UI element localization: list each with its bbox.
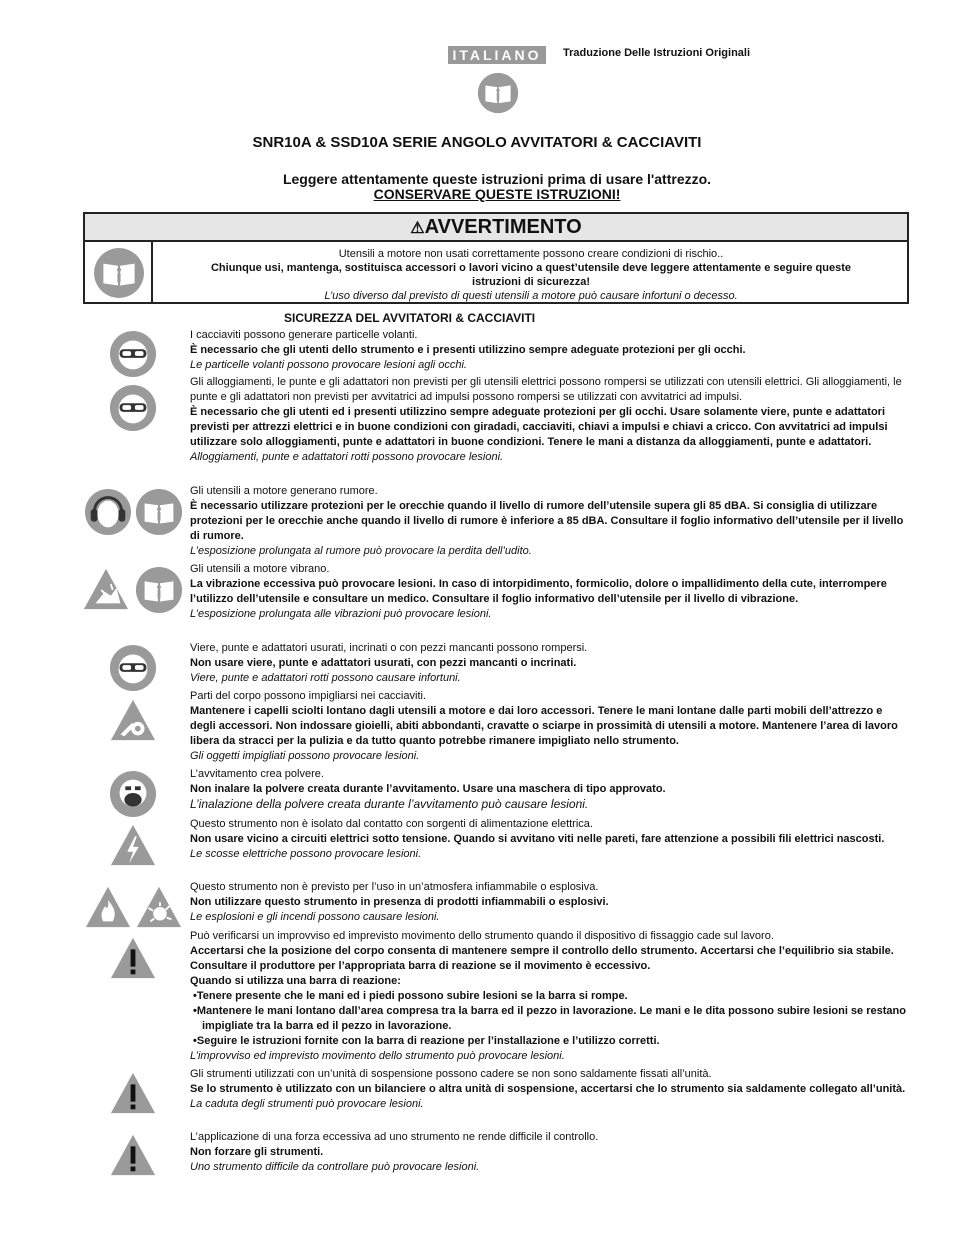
safety-block-suspension [190,1067,910,1112]
warning-icon-cell [85,242,153,304]
instruction-text: Mantenere i capelli sciolti lontano dagli utensili a motore e dai loro accessori. Tenere le mani lontane dalle parti mobili dell’attrezzo e degli accessori. Non indossare gioielli, abiti abbondanti, cravatte o sciarpe in prossimità di utensili a motore. Mantenere l’area di lavoro libera da stracci per la pulizia e da tutto quanto potrebbe rimanere impigliato nello strumento. [190,705,898,747]
hazard-text: Gli utensili a motore vibrano. [190,563,330,575]
consequence-text: L’inalazione della polvere creata durante l’avvitamento può causare lesioni. [190,797,589,811]
consequence-text: Uno strumento difficile da controllare può provocare lesioni. [190,1161,480,1173]
warning-box [83,212,909,304]
list-item: •Tenere presente che le mani ed i piedi possono subire lesioni se la barra si rompe. [193,990,628,1002]
hazard-text: Parti del corpo possono impigliarsi nei cacciaviti. [190,690,426,702]
safety-block-electric [190,817,910,862]
instruction-text: È necessario che gli utenti dello strumento e i presenti utilizzino sempre adeguate protezioni per gli occhi. [190,344,746,356]
warning-line: Utensili a motore non usati correttamente possono creare condizioni di rischio.. [338,248,724,260]
instruction-text: Se lo strumento è utilizzato con un bilanciere o altra unità di sospensione, accertarsi che lo strumento sia saldamente collegato all’unità. [190,1083,906,1095]
instruction-text: Non utilizzare questo strumento in presenza di prodotti infiammabili o esplosivi. [190,896,609,908]
fire-warning-icon [84,884,132,930]
general-warning-icon [109,1070,157,1116]
warning-text [155,247,907,303]
safety-block-explosive [190,880,910,925]
vibration-warning-icon [82,566,130,612]
warning-heading: ⚠AVVERTIMENTO [85,214,907,242]
safety-block-vibration [190,562,910,622]
safety-block-noise [190,484,910,559]
hazard-text: Può verificarsi un improvviso ed imprevisto movimento dello strumento quando il dispositivo di fissaggio cade sul lavoro. [190,930,774,942]
consequence-text: Le esplosioni e gli incendi possono causare lesioni. [190,911,440,923]
hazard-text: Gli utensili a motore generano rumore. [190,485,378,497]
safety-block-sockets [190,375,910,465]
hazard-text: L’applicazione di una forza eccessiva ad uno strumento ne rende difficile il controllo. [190,1131,599,1143]
safety-glasses-icon [109,644,157,692]
consequence-text: Gli oggetti impigliati possono provocare lesioni. [190,750,420,762]
hazard-text: Questo strumento non è previsto per l’uso in un’atmosfera infiammabile o esplosiva. [190,881,599,893]
keep-instructions-notice: CONSERVARE QUESTE ISTRUZIONI! [373,186,621,202]
read-manual-icon [135,566,183,614]
instruction-text: È necessario che gli utenti ed i presenti utilizzino sempre adeguate protezioni per gli occhi. Usare solamente viere, punte e adattatori previsti per attrezzi elettrici e in buone condizioni con giradadi, cacciaviti, chiavi a impulsi e chiavi a cricco. Con avvitatrici ad impulsi utilizzare solo alloggiamenti, punte e adattatori in buone condizioni. Tenere le mani a distanza da alloggiamenti, punte e adattatori. [190,406,888,448]
general-warning-icon [109,935,157,981]
instruction-text: Non usare viere, punte e adattatori usurati, con pezzi mancanti o incrinati. [190,657,577,669]
hearing-protection-icon [84,488,132,536]
page-title: SNR10A & SSD10A SERIE ANGOLO AVVITATORI & CACCIAVITI [252,134,702,151]
read-instructions-notice: Leggere attentamente queste istruzioni prima di usare l'attrezzo. [282,171,712,187]
instruction-text: Non inalare la polvere creata durante l’avvitamento. Usare una maschera di tipo approvato. [190,783,666,795]
safety-block-reaction [190,929,910,1064]
instruction-text: La vibrazione eccessiva può provocare lesioni. In caso di intorpidimento, formicolio, dolore o impallidimento della cute, interrompere l’utilizzo dell’utensile e consultare un medico. Consultare il foglio informativo dell’utensile per il livello di vibrazione. [190,578,887,605]
read-manual-icon [135,488,183,536]
safety-block-force [190,1130,910,1175]
language-badge: ITALIANO [448,46,546,64]
hazard-text: I cacciaviti possono generare particelle volanti. [190,329,418,341]
instruction-text: Non forzare gli strumenti. [190,1146,324,1158]
safety-block-entanglement [190,689,910,764]
hazard-text: Viere, punte e adattatori usurati, incrinati o con pezzi mancanti possono rompersi. [190,642,588,654]
instruction-text: È necessario utilizzare protezioni per le orecchie quando il livello di rumore dell’utensile supera gli 85 dBA. Si consiglia di utilizzare protezioni per le orecchie anche quando il livello di rumore è inferiore a 85 dBA. Consultare il foglio informativo dell’utensile per il livello di rumore. [190,500,904,542]
explosion-warning-icon [135,884,183,930]
hazard-text: Gli strumenti utilizzati con un’unità di sospensione possono cadere se non sono saldamente fissati all’unità. [190,1068,712,1080]
entanglement-warning-icon [109,697,157,743]
instruction-text: Non usare vicino a circuiti elettrici sotto tensione. Quando si avvitano viti nelle pareti, fare attenzione a possibili fili elettrici nascosti. [190,833,885,845]
warning-line-bold: Chiunque usi, mantenga, sostituisca accessori o lavori vicino a quest’utensile deve leggere attentamente e seguire queste istruzioni di sicurezza! [210,262,852,288]
electric-shock-warning-icon [109,822,157,868]
safety-block-dust [190,767,910,812]
read-manual-icon [477,72,519,114]
safety-block-worn-accessories [190,641,910,686]
consequence-text: L’esposizione prolungata al rumore può provocare la perdita dell’udito. [190,545,532,557]
translation-note: Traduzione Delle Istruzioni Originali [563,47,751,59]
hazard-text: Questo strumento non è isolato dal contatto con sorgenti di alimentazione elettrica. [190,818,593,830]
list-item: •Seguire le istruzioni fornite con la barra di reazione per l’installazione e l’utilizzo corretti. [193,1035,660,1047]
consequence-text: Viere, punte e adattatori rotti possono causare infortuni. [190,672,461,684]
respirator-mask-icon [109,770,157,818]
instruction-text: Accertarsi che la posizione del corpo consenta di mantenere sempre il controllo dello strumento. Accertarsi che l’equilibrio sia stabile. Consultare il produttore per l’appropriata barra di reazione se il movimento è eccessivo. [190,945,894,972]
read-manual-icon [93,247,145,299]
hazard-text: Gli alloggiamenti, le punte e gli adattatori non previsti per gli utensili elettrici possono rompersi se utilizzati con utensili elettrici. Gli alloggiamenti, le punte e gli adattatori non previsti per avvitatrici ad impulsi possono rompersi se utilizzati con avvitatrici ad impulsi. [190,376,902,403]
consequence-text: L’esposizione prolungata alle vibrazioni può provocare lesioni. [190,608,492,620]
consequence-text: L’improvviso ed imprevisto movimento dello strumento può provocare lesioni. [190,1050,565,1062]
reaction-bar-heading: Quando si utilizza una barra di reazione: [190,975,401,987]
safety-block-flying-particles [190,328,910,373]
section-title: SICUREZZA DEL AVVITATORI & CACCIAVITI [284,311,536,325]
consequence-text: Le scosse elettriche possono provocare lesioni. [190,848,422,860]
safety-glasses-icon [109,330,157,378]
warning-triangle-icon: ⚠ [410,220,425,237]
general-warning-icon [109,1132,157,1178]
consequence-text: La caduta degli strumenti può provocare lesioni. [190,1098,424,1110]
safety-glasses-icon [109,384,157,432]
consequence-text: Le particelle volanti possono provocare lesioni agli occhi. [190,359,467,371]
warning-line-italic: L’uso diverso dal previsto di questi utensili a motore può causare infortuni o decesso. [324,290,738,302]
consequence-text: Alloggiamenti, punte e adattatori rotti possono provocare lesioni. [190,451,504,463]
list-item: •Mantenere le mani lontano dall’area compresa tra la barra ed il pezzo in lavorazione. Le mani e le dita possono subire lesioni se restano impigliate tra la barra ed il pezzo in lavorazione. [193,1005,906,1032]
hazard-text: L’avvitamento crea polvere. [190,768,324,780]
